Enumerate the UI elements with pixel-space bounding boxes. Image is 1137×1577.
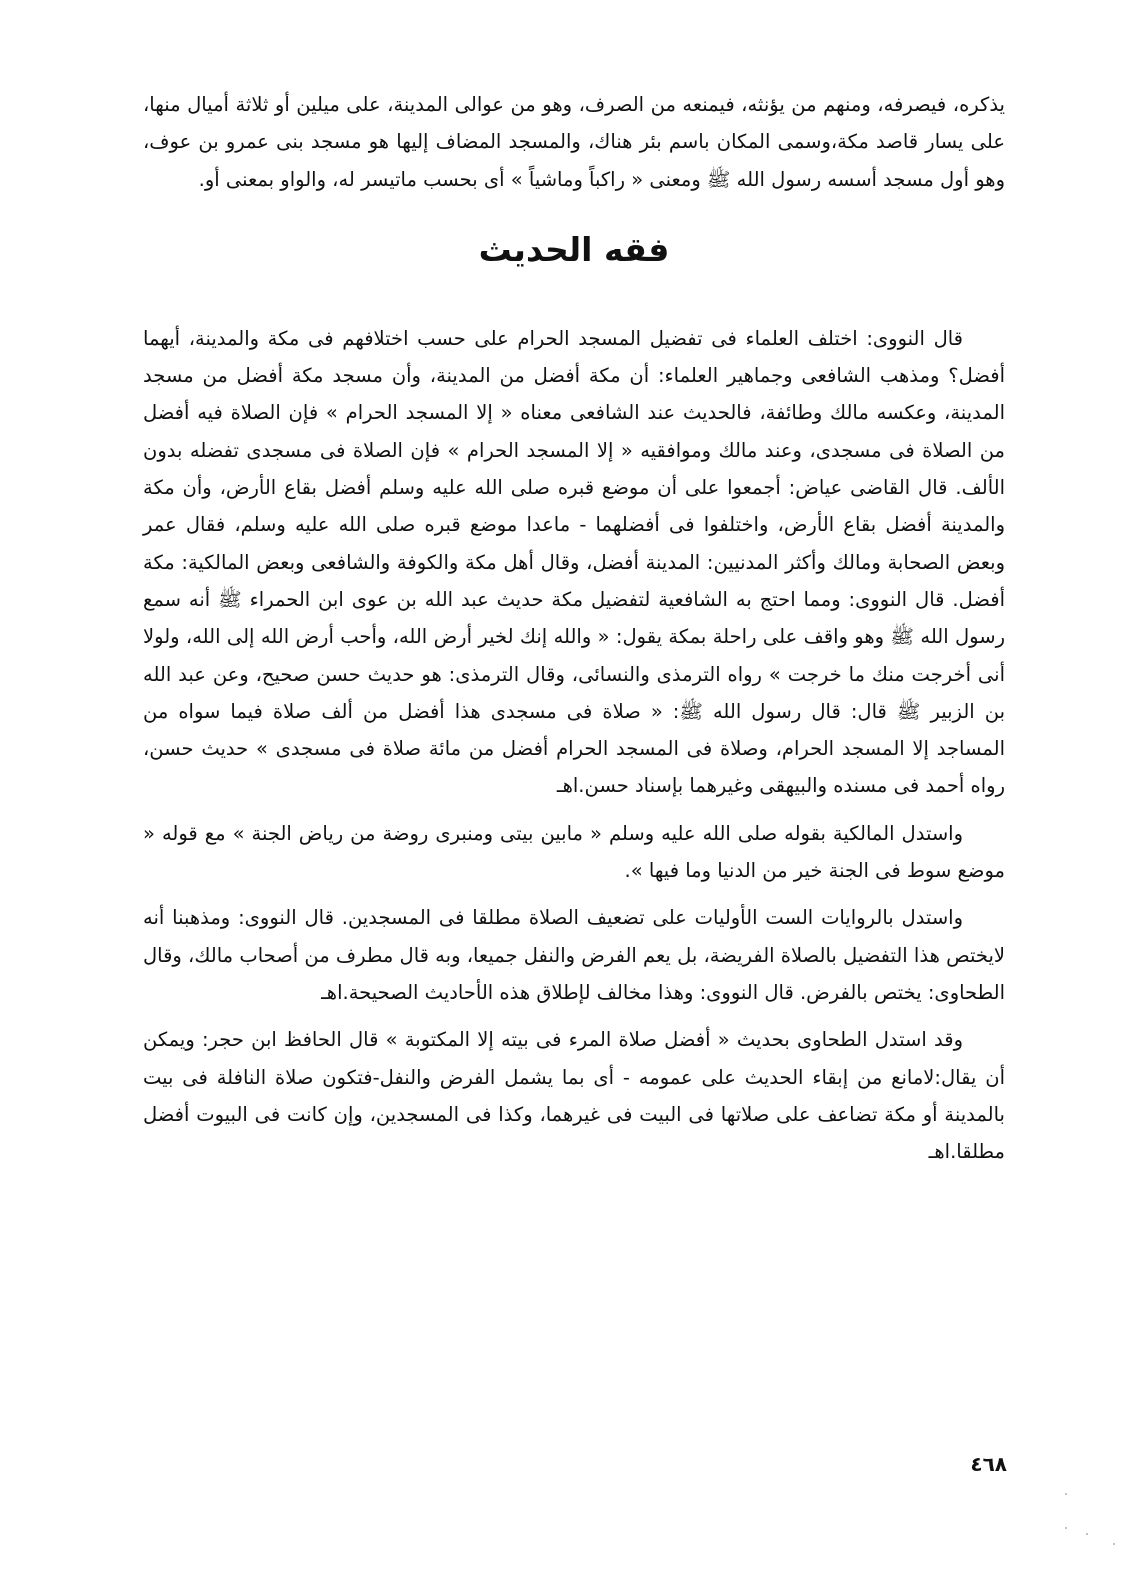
- spacer: [143, 1011, 1005, 1021]
- page-number: ٤٦٨: [970, 1452, 1007, 1476]
- paragraph-continuation: يذكره، فيصرفه، ومنهم من يؤنثه، فيمنعه من الصرف، وهو من عوالى المدينة، على ميلين أو ثلاثة أميال منها، على يسار قاصد مكة،وسمى المكان باسم بئر هناك، والمسجد المضاف إليها هو مسجد بنى عمرو بن عوف، وهو أول مسجد أسسه رسول الله ﷺ ومعنى « راكباً وماشياً » أى بحسب ماتيسر له، والواو بمعنى أو.: [143, 93, 1005, 191]
- document-page: [143, 86, 1005, 1170]
- scan-speck: [1086, 1533, 1088, 1535]
- paragraph-nawawi: قال النووى: اختلف العلماء فى تفضيل المسجد الحرام على حسب اختلافهم فى مكة والمدينة، أيهما أفضل؟ ومذهب الشافعى وجماهير العلماء: أن مكة أفضل من المدينة، وأن مسجد مكة أفضل من مسجد المدينة، وعكسه مالك وطائفة، فالحديث عند الشافعى معناه « إلا المسجد الحرام » فإن الصلاة فيه أفضل من الصلاة فى مسجدى، وعند مالك وموافقيه « إلا المسجد الحرام » فإن الصلاة فى مسجدى تفضله بدون الألف. قال القاضى عياض: أجمعوا على أن موضع قبره صلى الله عليه وسلم أفضل بقاع الأرض، وأن مكة والمدينة أفضل بقاع الأرض، واختلفوا فى أفضلهما - ماعدا موضع قبره صلى الله عليه وسلم، فقال عمر وبعض الصحابة ومالك وأكثر المدنيين: المدينة أفضل، وقال أهل مكة والكوفة والشافعى وبعض المالكية: مكة أفضل. قال النووى: ومما احتج به الشافعية لتفضيل مكة حديث عبد الله بن عوى ابن الحمراء ﷺ أنه سمع رسول الله ﷺ وهو واقف على راحلة بمكة يقول: « والله إنك لخير أرض الله، وأحب أرض الله إلى الله، ولولا أنى أخرجت منك ما خرجت » رواه الترمذى والنسائى، وقال الترمذى: هو حديث حسن صحيح، وعن عبد الله بن الزبير ﷺ قال: قال رسول الله ﷺ: « صلاة فى مسجدى هذا أفضل من ألف صلاة فيما سواه من المساجد إلا المسجد الحرام، وصلاة فى المسجد الحرام أفضل من مائة صلاة فى مسجدى » حديث حسن، رواه أحمد فى مسنده والبيهقى وغيرهما بإسناد حسن.اهـ: [143, 326, 1005, 798]
- paragraph-malikiyya: واستدل المالكية بقوله صلى الله عليه وسلم « مابين بيتى ومنبرى روضة من رياض الجنة » مع قوله « موضع سوط فى الجنة خير من الدنيا وما فيها ».: [143, 821, 1005, 883]
- paragraph-riwayat: واستدل بالروايات الست الأوليات على تضعيف الصلاة مطلقا فى المسجدين. قال النووى: ومذهبنا أنه لايختص هذا التفضيل بالصلاة الفريضة، بل يعم الفرض والنفل جميعا، وبه قال مطرف من أصحاب مالك، وقال الطحاوى: يختص بالفرض. قال النووى: وهذا مخالف لإطلاق هذه الأحاديث الصحيحة.اهـ: [143, 906, 1005, 1004]
- spacer: [143, 889, 1005, 899]
- scan-speck: [1065, 1493, 1067, 1495]
- scan-speck: [1113, 1543, 1115, 1545]
- paragraph-tahawi: وقد استدل الطحاوى بحديث « أفضل صلاة المرء فى بيته إلا المكتوبة » قال الحافظ ابن حجر: ويمكن أن يقال:لامانع من إبقاء الحديث على عمومه - أى بما يشمل الفرض والنفل-فتكون صلاة النافلة فى بيت بالمدينة أو مكة تضاعف على صلاتها فى البيت فى غيرهما، وكذا فى المسجدين، وإن كانت فى البيوت أفضل مطلقا.اهـ: [143, 1028, 1005, 1164]
- scan-speck: [1065, 1527, 1067, 1529]
- spacer: [143, 288, 1005, 320]
- spacer: [143, 805, 1005, 815]
- section-heading: فقه الحديث: [478, 229, 670, 269]
